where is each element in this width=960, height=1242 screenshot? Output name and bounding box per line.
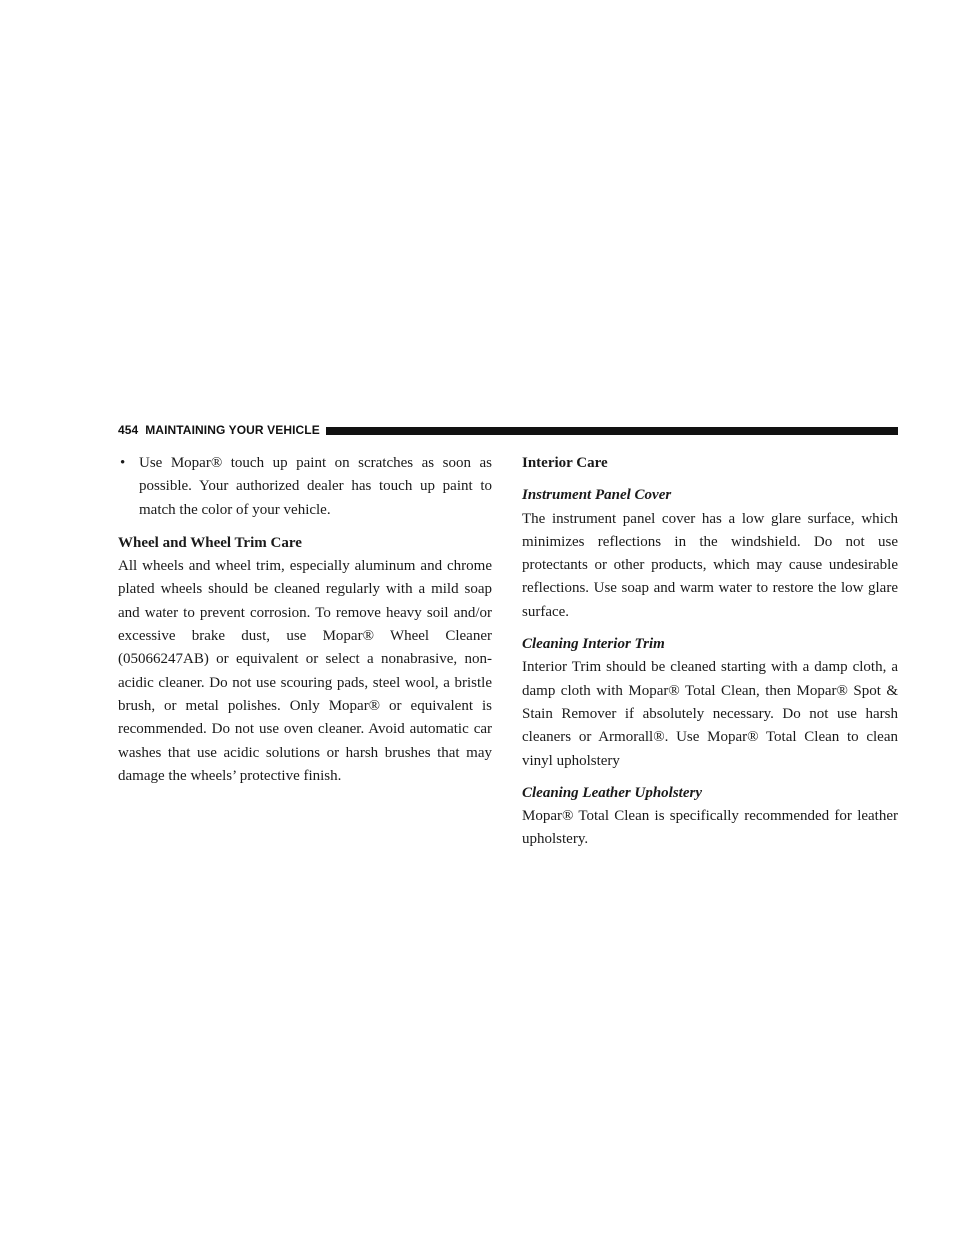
bullet-text: Use Mopar® touch up paint on scratches as soon as possible. Your authorized dealer has touch up paint to match the color of your vehicle. xyxy=(139,455,492,518)
interior-care-heading: Interior Care xyxy=(522,455,608,471)
wheel-care-body: All wheels and wheel trim, especially aluminum and chrome plated wheels should be cleaned regularly with a mild soap and water to prevent corrosion. To remove heavy soil and/or excessive brake dust, use Mopar® Wheel Cleaner (05066247AB) or equivalent or select a nonabrasive, non-acidic cleaner. Do not use scouring pads, steel wool, a bristle brush, or metal polishes. Only Mopar® or equivalent is recommended. Do not use oven cleaner. Avoid automatic car washes that use acidic solutions or harsh brushes that may damage the wheels’ protective finish. xyxy=(118,558,492,784)
section-title: MAINTAINING YOUR VEHICLE xyxy=(145,423,320,437)
header-rule xyxy=(326,427,898,435)
bullet-item xyxy=(118,452,492,522)
right-column xyxy=(522,452,898,852)
interior-trim-body: Interior Trim should be cleaned starting with a damp cloth, a damp cloth with Mopar® Total Clean, then Mopar® Spot & Stain Remover if absolutely necessary. Do not use harsh cleaners or Armorall®. Use Mopar® Total Clean to clean vinyl upholstery xyxy=(522,659,898,769)
page-number: 454 xyxy=(118,423,139,437)
instrument-panel-subheading: Instrument Panel Cover xyxy=(522,487,672,504)
instrument-panel-body: The instrument panel cover has a low glare surface, which minimizes reflections in the windshield. Do not use protectants or other products, which may cause undesirable reflections. Use soap and warm water to restore the low glare surface. xyxy=(522,510,898,620)
bullet-mark: • xyxy=(120,455,126,471)
left-column xyxy=(118,452,492,788)
interior-trim-subheading: Cleaning Interior Trim xyxy=(522,636,665,653)
leather-upholstery-body: Mopar® Total Clean is specifically recommended for leather upholstery. xyxy=(522,808,898,848)
leather-upholstery-subheading: Cleaning Leather Upholstery xyxy=(522,784,703,801)
page-header xyxy=(118,421,898,439)
wheel-care-heading: Wheel and Wheel Trim Care xyxy=(118,534,302,551)
page-header-text xyxy=(118,423,320,437)
